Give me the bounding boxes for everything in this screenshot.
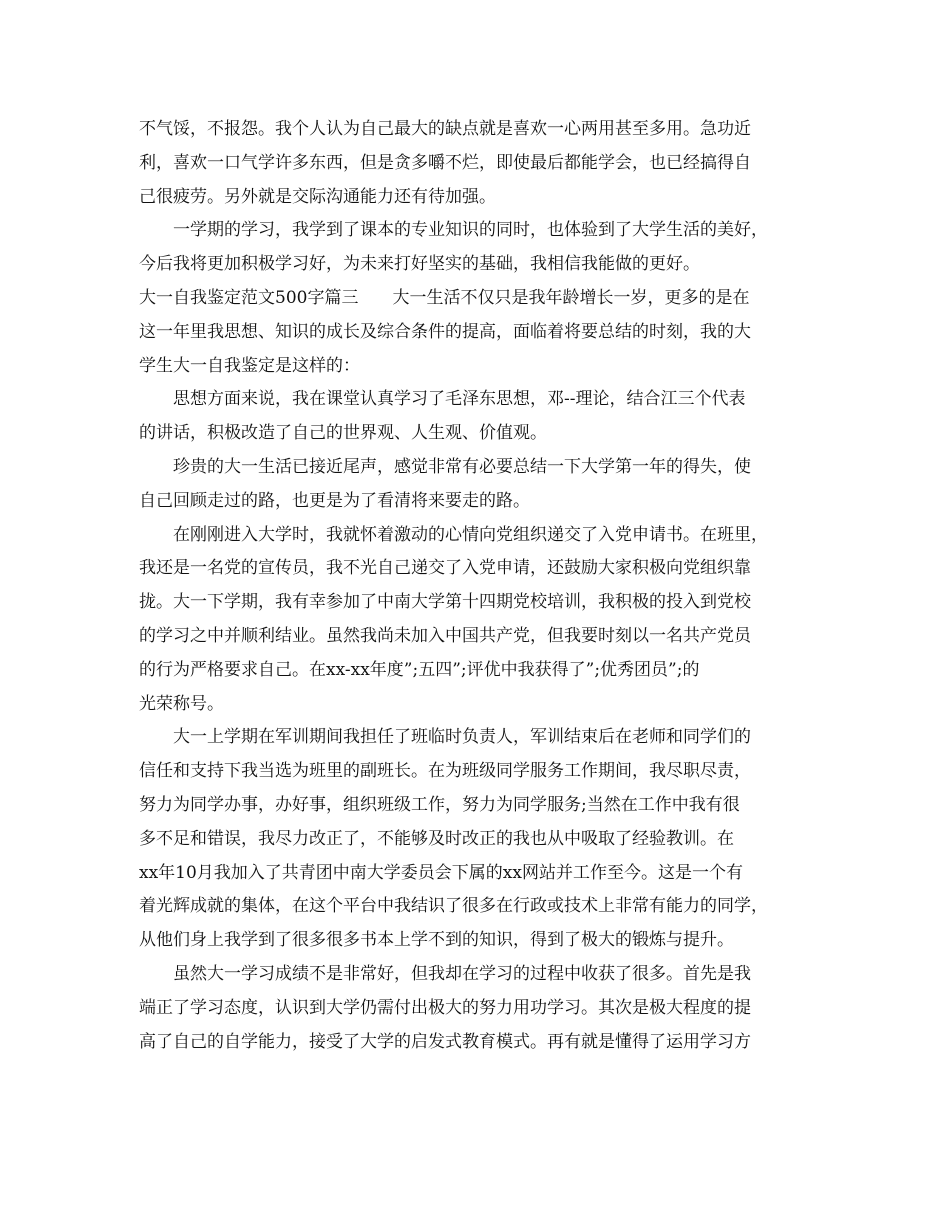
text-line: 学生大一自我鉴定是这样的： <box>139 355 360 376</box>
text-line: 努力为同学办事，办好事，组织班级工作，努力为同学服务;当然在工作中我有很 <box>139 794 740 815</box>
document-body <box>139 113 819 1059</box>
text-line: 端正了学习态度，认识到大学仍需付出极大的努力用功学习。其次是极大程度的提 <box>139 997 751 1018</box>
text-line: xx年10月我加入了共青团中南大学委员会下属的xx网站并工作至今。这是一个有 <box>139 862 743 883</box>
text-line: 己很疲劳。另外就是交际沟通能力还有待加强。 <box>139 186 496 207</box>
text-line: 从他们身上我学到了很多很多书本上学不到的知识，得到了极大的锻炼与提升。 <box>139 930 734 951</box>
text-line: 在刚刚进入大学时，我就怀着激动的心情向党组织递交了入党申请书。在班里， <box>173 524 768 545</box>
text-line: 信任和支持下我当选为班里的副班长。在为班级同学服务工作期间，我尽职尽责， <box>139 761 751 782</box>
text-line: 一学期的学习，我学到了课本的专业知识的同时，也体验到了大学生活的美好， <box>173 220 768 241</box>
text-line: 的行为严格要求自己。在xx-xx年度”;五四”;评优中我获得了”;优秀团员”;的 <box>139 659 700 680</box>
text-line: 高了自己的自学能力，接受了大学的启发式教育模式。再有就是懂得了运用学习方 <box>139 1031 751 1052</box>
text-line: 着光辉成就的集体，在这个平台中我结识了很多在行政或技术上非常有能力的同学， <box>139 896 768 917</box>
text-line: 光荣称号。 <box>139 693 224 714</box>
text-line: 多不足和错误，我尽力改正了，不能够及时改正的我也从中吸取了经验教训。在 <box>139 828 734 849</box>
text-line: 思想方面来说，我在课堂认真学习了毛泽东思想，邓--理论，结合江三个代表 <box>173 389 746 410</box>
text-line: 珍贵的大一生活已接近尾声，感觉非常有必要总结一下大学第一年的得失，使 <box>173 456 751 477</box>
text-line: 虽然大一学习成绩不是非常好，但我却在学习的过程中收获了很多。首先是我 <box>173 963 751 984</box>
text-line: 这一年里我思想、知识的成长及综合条件的提高，面临着将要总结的时刻，我的大 <box>139 321 751 342</box>
text-line: 自己回顾走过的路，也更是为了看清将来要走的路。 <box>139 490 530 511</box>
text-line: 大一自我鉴定范文500字篇三 大一生活不仅只是我年龄增长一岁，更多的是在 <box>139 287 750 308</box>
text-line: 今后我将更加积极学习好，为未来打好坚实的基础，我相信我能做的更好。 <box>139 254 700 275</box>
text-line: 不气馁，不报怨。我个人认为自己最大的缺点就是喜欢一心两用甚至多用。急功近 <box>139 119 751 139</box>
text-line: 我还是一名党的宣传员，我不光自己递交了入党申请，还鼓励大家积极向党组织靠 <box>139 558 751 579</box>
text-line: 拢。大一下学期，我有幸参加了中南大学第十四期党校培训，我积极的投入到党校 <box>139 592 751 613</box>
text-line: 利，喜欢一口气学许多东西，但是贪多嚼不烂，即使最后都能学会，也已经搞得自 <box>139 152 751 173</box>
text-line: 的讲话，积极改造了自己的世界观、人生观、价值观。 <box>139 423 547 444</box>
text-line: 的学习之中并顺利结业。虽然我尚未加入中国共产党，但我要时刻以一名共产党员 <box>139 625 751 646</box>
text-line: 大一上学期在军训期间我担任了班临时负责人，军训结束后在老师和同学们的 <box>173 727 751 748</box>
